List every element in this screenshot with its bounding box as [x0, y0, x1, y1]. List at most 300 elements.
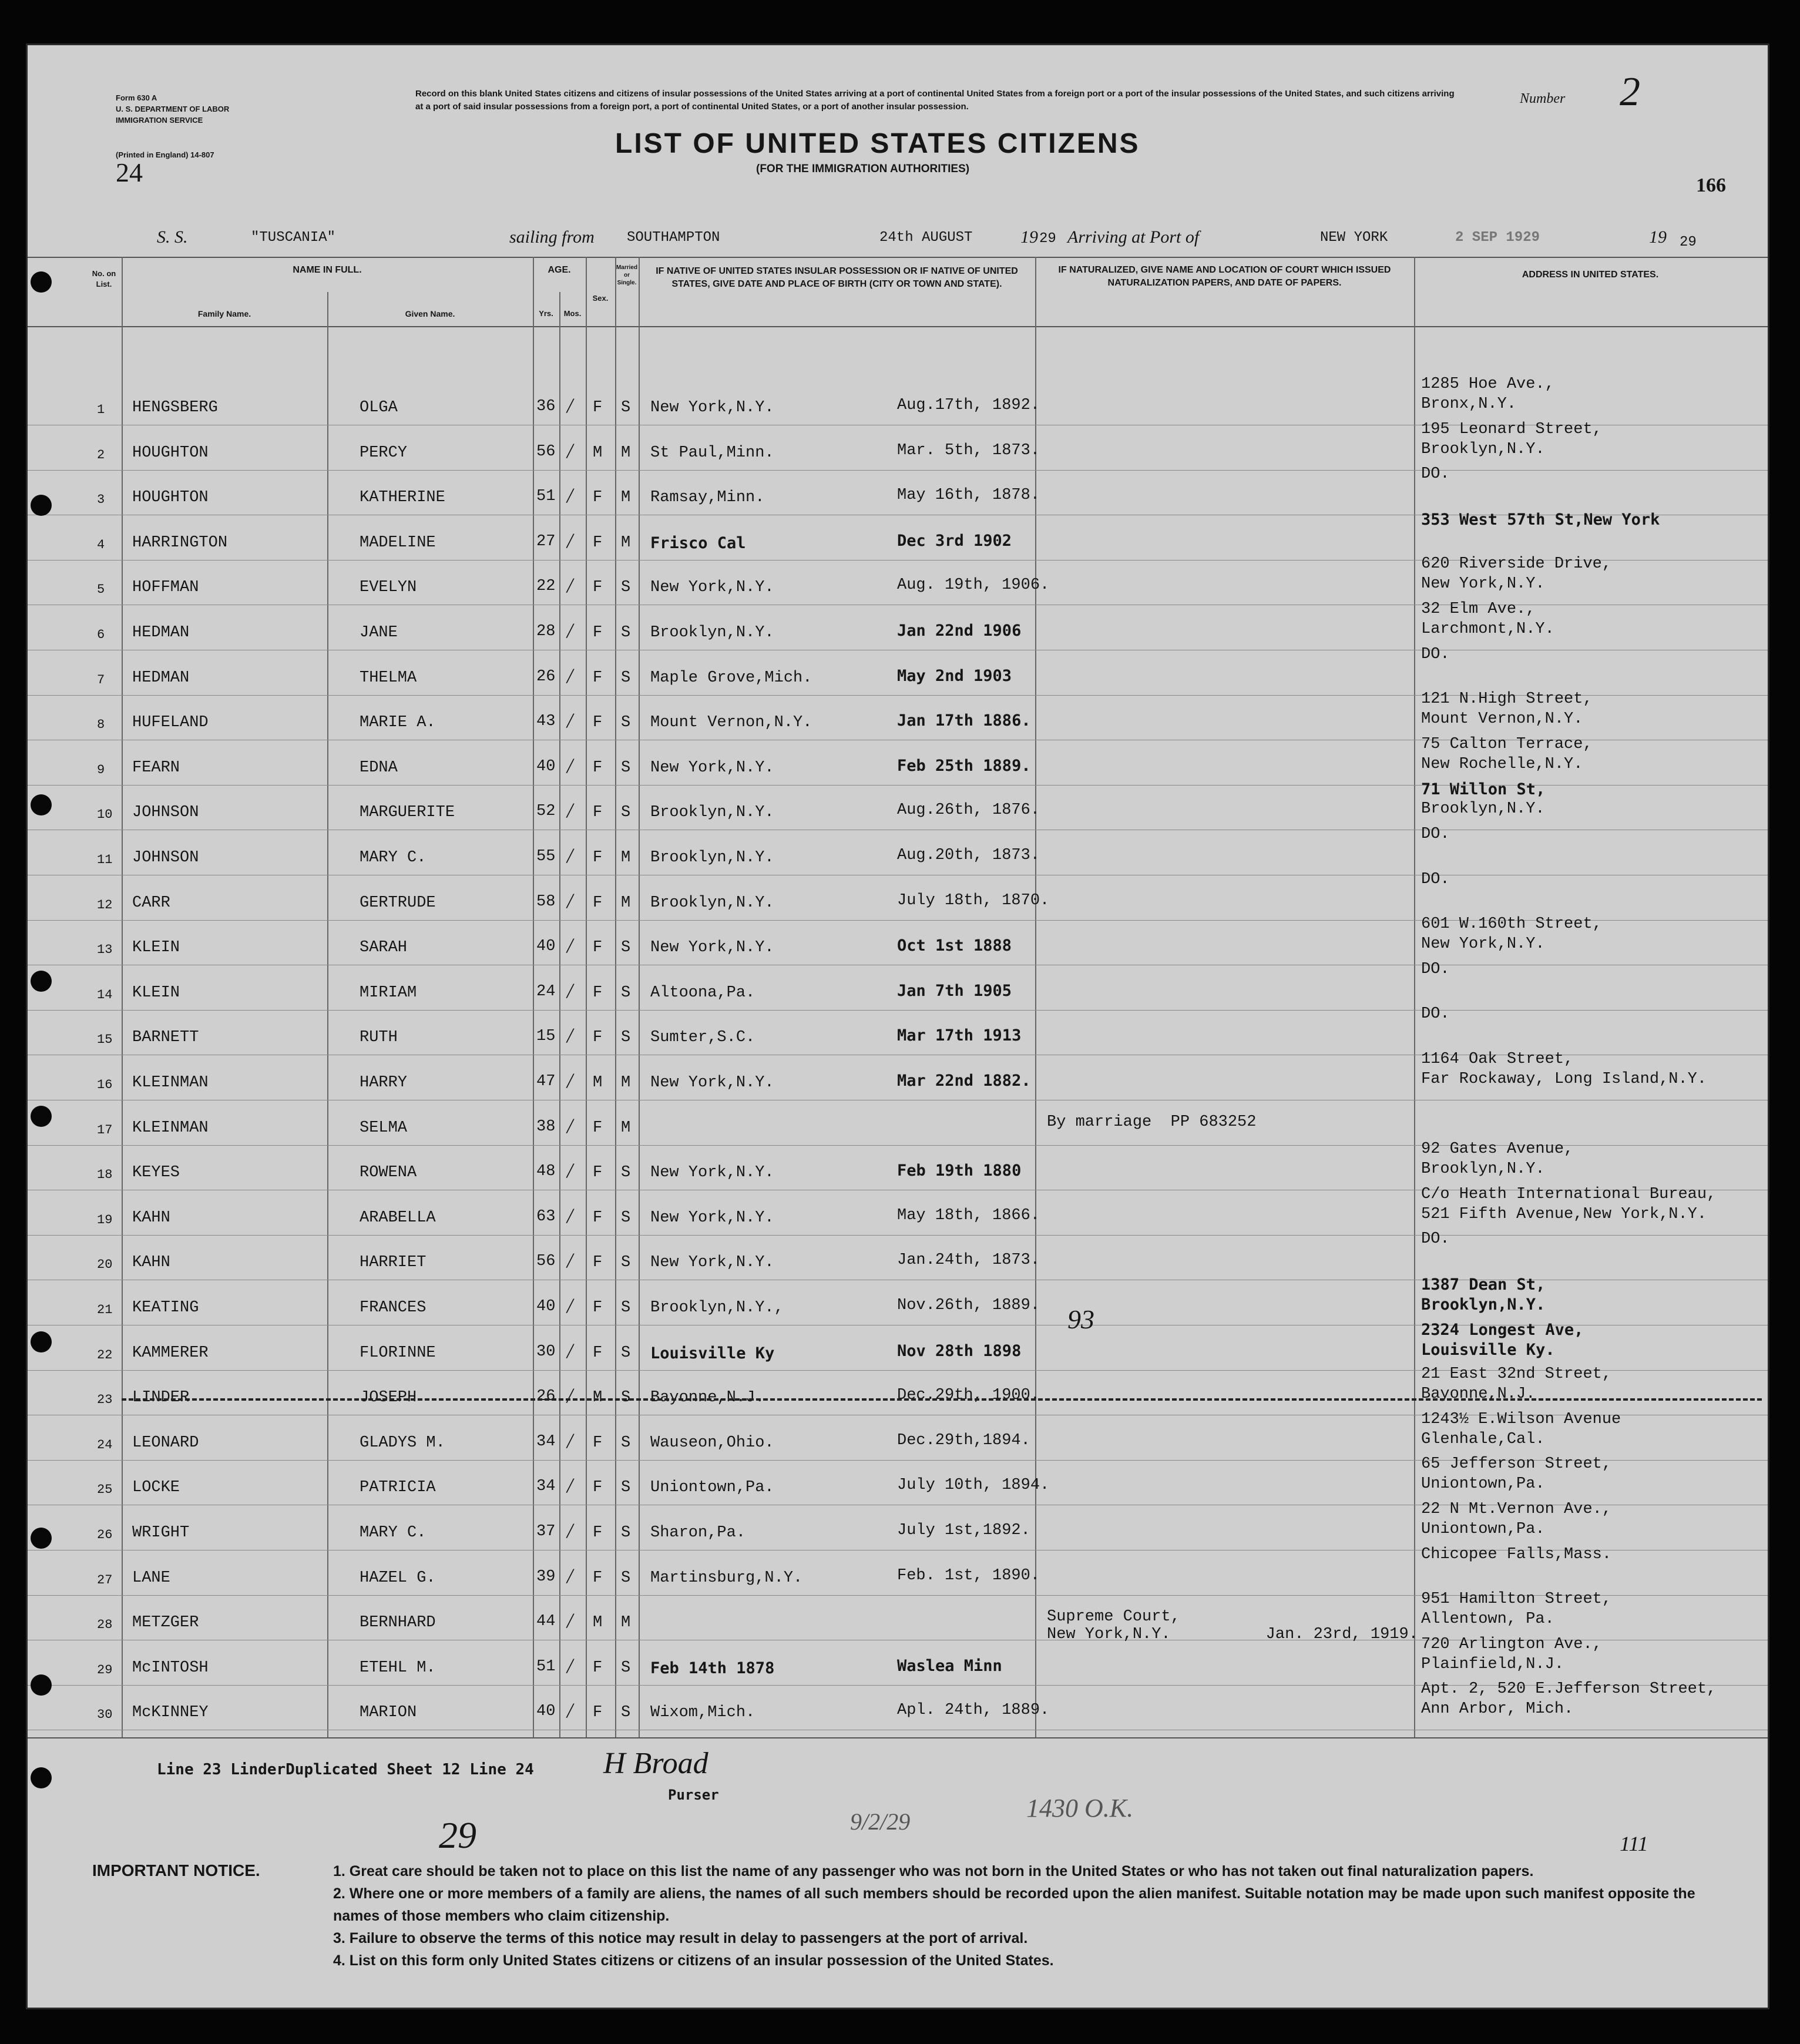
- sex: F: [593, 758, 603, 777]
- handwritten-111: 111: [1620, 1832, 1648, 1855]
- naturalization: 93: [1067, 1304, 1094, 1334]
- row-number: 21: [97, 1303, 113, 1317]
- given-name: PATRICIA: [360, 1479, 436, 1497]
- birth-date: July 18th, 1870.: [897, 891, 1050, 909]
- age-years: 44: [536, 1613, 556, 1631]
- sex: F: [593, 1209, 603, 1227]
- family-name: JOHNSON: [132, 849, 199, 867]
- header-top-rule: [28, 257, 1768, 258]
- address-line-1: 1285 Hoe Ave.,: [1421, 375, 1554, 393]
- age-years: 36: [536, 398, 556, 415]
- address-line-2: 521 Fifth Avenue,New York,N.Y.: [1421, 1205, 1707, 1223]
- address-line-2: Ann Arbor, Mich.: [1421, 1700, 1574, 1719]
- birth-date: Aug. 19th, 1906.: [897, 576, 1050, 595]
- age-years: 40: [536, 938, 556, 956]
- sex: F: [593, 1164, 603, 1182]
- age-years: 55: [536, 848, 556, 865]
- sex: F: [593, 714, 603, 732]
- address-line-1: 32 Elm Ave.,: [1421, 600, 1536, 618]
- address-line-1: DO.: [1421, 960, 1450, 978]
- given-name: GERTRUDE: [360, 894, 436, 912]
- family-name: WRIGHT: [132, 1524, 190, 1542]
- address-line-2: Brooklyn,N.Y.: [1421, 440, 1545, 458]
- row-number: 6: [97, 627, 105, 642]
- given-name: JOSEPH: [360, 1389, 417, 1407]
- row-number: 18: [97, 1167, 113, 1183]
- marital-status: S: [621, 1164, 631, 1182]
- family-name: KAHN: [132, 1209, 170, 1227]
- birth-date: Jan 17th 1886.: [897, 711, 1031, 730]
- family-name: KLEINMAN: [132, 1074, 209, 1092]
- form-id-line: IMMIGRATION SERVICE: [116, 116, 203, 125]
- given-name: KATHERINE: [360, 489, 445, 507]
- form-id-line: U. S. DEPARTMENT OF LABOR: [116, 105, 230, 113]
- age-years: 39: [536, 1568, 556, 1586]
- notice-item: 2. Where one or more members of a family are aliens, the names of all such members should be recorded upon the alien manifest. Suitable notation may be made upon such manifest opposite the names of those members who claim citizenship.: [333, 1885, 1695, 1924]
- header-address: ADDRESS IN UNITED STATES.: [1522, 270, 1659, 280]
- sex: F: [593, 1119, 603, 1137]
- address-line-1: 601 W.160th Street,: [1421, 915, 1602, 934]
- marital-status: S: [621, 758, 631, 777]
- check-mark: /: [567, 1338, 573, 1362]
- birth-place: Martinsburg,N.Y.: [650, 1569, 803, 1587]
- birth-place: New York,N.Y.: [650, 758, 774, 777]
- address-line-1: 951 Hamilton Street,: [1421, 1590, 1612, 1609]
- punch-hole: [31, 271, 52, 293]
- row-number: 10: [97, 807, 113, 823]
- address-line-1: 1243½ E.Wilson Avenue: [1421, 1410, 1621, 1428]
- ship-name: "TUSCANIA": [251, 230, 336, 246]
- age-years: 48: [536, 1163, 556, 1181]
- page-title: LIST OF UNITED STATES CITIZENS: [615, 128, 1140, 159]
- family-name: HOUGHTON: [132, 489, 209, 507]
- duplicate-note: Line 23 LinderDuplicated Sheet 12 Line 24: [157, 1761, 534, 1778]
- handwritten-code: 1430 O.K.: [1026, 1794, 1134, 1823]
- marital-status: S: [621, 1659, 631, 1677]
- page-subtitle: (FOR THE IMMIGRATION AUTHORITIES): [756, 163, 970, 175]
- row-number: 23: [97, 1392, 113, 1408]
- sex: M: [593, 444, 603, 462]
- sex: M: [593, 1074, 603, 1092]
- punch-hole: [31, 1331, 52, 1352]
- strikethrough-line-23: [122, 1398, 1762, 1401]
- address-line-1: 620 Riverside Drive,: [1421, 555, 1612, 573]
- marital-status: M: [621, 1074, 631, 1092]
- sex: F: [593, 1434, 603, 1452]
- punch-hole: [31, 495, 52, 516]
- given-name: ETEHL M.: [360, 1659, 436, 1677]
- marital-status: S: [621, 939, 631, 957]
- birth-date: July 10th, 1894.: [897, 1476, 1050, 1495]
- check-mark: /: [567, 1699, 573, 1723]
- marital-status: S: [621, 714, 631, 732]
- given-name: EDNA: [360, 758, 398, 777]
- header-mos: Mos.: [563, 309, 582, 318]
- row-number: 15: [97, 1032, 113, 1048]
- birth-place: Ramsay,Minn.: [650, 489, 765, 507]
- address-line-2: Brooklyn,N.Y.: [1421, 1160, 1545, 1179]
- row-number: 27: [97, 1572, 113, 1587]
- birth-place: Uniontown,Pa.: [650, 1479, 774, 1497]
- birth-place: Sumter,S.C.: [650, 1029, 755, 1047]
- row-number: 3: [97, 492, 105, 508]
- marital-status: S: [621, 624, 631, 642]
- family-name: KAMMERER: [132, 1344, 209, 1362]
- birth-place: Wauseon,Ohio.: [650, 1434, 774, 1452]
- notice-item: 4. List on this form only United States citizens or citizens of an insular possession of the United States.: [333, 1952, 1054, 1969]
- row-number: 5: [97, 582, 105, 598]
- check-mark: /: [567, 1203, 573, 1227]
- check-mark: /: [567, 619, 573, 642]
- page-number: 166: [1696, 174, 1726, 196]
- handwritten-29: 29: [439, 1814, 476, 1856]
- given-name: MARIE A.: [360, 714, 436, 732]
- sex: F: [593, 579, 603, 597]
- birth-place: Wixom,Mich.: [650, 1704, 755, 1722]
- family-name: LINDER: [132, 1389, 190, 1407]
- given-name: PERCY: [360, 444, 408, 462]
- marital-status: M: [621, 1119, 631, 1137]
- check-mark: /: [567, 888, 573, 912]
- check-mark: /: [567, 1384, 573, 1408]
- birth-date: Jan.24th, 1873.: [897, 1251, 1040, 1270]
- row-number: 2: [97, 447, 105, 462]
- sailing-from-label: sailing from: [509, 227, 595, 247]
- family-name: HOFFMAN: [132, 579, 199, 597]
- given-name: ROWENA: [360, 1164, 417, 1182]
- arrival-year-prefix: 19: [1649, 227, 1667, 247]
- check-mark: /: [567, 844, 573, 867]
- address-line-2: Brooklyn,N.Y.: [1421, 1295, 1546, 1314]
- manifest-sheet: [26, 43, 1769, 2009]
- check-mark: /: [567, 709, 573, 733]
- address-line-2: Uniontown,Pa.: [1421, 1521, 1545, 1538]
- age-years: 43: [536, 713, 556, 731]
- sex: F: [593, 804, 603, 822]
- birth-date: Mar 17th 1913: [897, 1026, 1022, 1045]
- ss-label: S. S.: [157, 227, 188, 247]
- family-name: CARR: [132, 894, 170, 912]
- check-mark: /: [567, 1563, 573, 1587]
- birth-date: Dec.29th,1894.: [897, 1431, 1030, 1449]
- naturalization: Supreme Court, New York,N.Y. Jan. 23rd, 1919.: [1047, 1608, 1418, 1644]
- age-years: 52: [536, 803, 556, 821]
- record-instruction: Record on this blank United States citizens and citizens of insular possessions of the United States arriving at a port of continental United States from a foreign port or a port of the insular possessions of the United States, and such citizens arriving at a port of said insular possessions from a foreign port, a port of continental United States, or a port of another insular possession.: [415, 89, 1455, 112]
- address-line-1: 1164 Oak Street,: [1421, 1050, 1574, 1068]
- age-years: 51: [536, 1657, 556, 1676]
- marital-status: S: [621, 804, 631, 822]
- family-name: LOCKE: [132, 1479, 180, 1497]
- address-line-1: 353 West 57th St,New York: [1421, 510, 1660, 529]
- header-name-in-full: NAME IN FULL.: [293, 265, 362, 275]
- row-number: 25: [97, 1482, 113, 1498]
- birth-place: New York,N.Y.: [650, 579, 774, 597]
- birth-date: Apl. 24th, 1889.: [897, 1701, 1050, 1720]
- address-line-1: 720 Arlington Ave.,: [1421, 1635, 1602, 1653]
- family-name: HUFELAND: [132, 714, 209, 732]
- age-years: 26: [536, 667, 556, 686]
- address-line-2: Brooklyn,N.Y.: [1421, 800, 1545, 818]
- address-line-1: DO.: [1421, 1005, 1450, 1023]
- birth-place: Sharon,Pa.: [650, 1524, 746, 1542]
- birth-date: May 16th, 1878.: [897, 486, 1040, 505]
- row-number: 26: [97, 1528, 113, 1542]
- check-mark: /: [567, 1113, 573, 1137]
- family-name: JOHNSON: [132, 804, 199, 822]
- marital-status: S: [621, 1029, 631, 1047]
- punch-hole: [31, 794, 52, 815]
- sex: F: [593, 1299, 603, 1317]
- sex: M: [593, 1389, 603, 1407]
- row-number: 24: [97, 1437, 113, 1452]
- birth-date: Dec 3rd 1902: [897, 531, 1012, 550]
- sailing-from-port: SOUTHAMPTON: [627, 230, 720, 246]
- age-years: 58: [536, 892, 556, 911]
- header-age: AGE.: [548, 265, 571, 275]
- birth-place: Altoona,Pa.: [650, 984, 755, 1002]
- given-name: RUTH: [360, 1029, 398, 1047]
- table-bottom-rule: [28, 1737, 1768, 1738]
- given-name: ARABELLA: [360, 1209, 436, 1227]
- family-name: KEATING: [132, 1299, 199, 1317]
- address-line-2: Glenhale,Cal.: [1421, 1430, 1545, 1448]
- family-name: HOUGHTON: [132, 444, 209, 462]
- given-name: MIRIAM: [360, 984, 417, 1002]
- age-years: 40: [536, 757, 556, 776]
- age-years: 34: [536, 1478, 556, 1496]
- check-mark: /: [567, 1609, 573, 1633]
- row-number: 12: [97, 897, 113, 912]
- header-yrs: Yrs.: [539, 309, 553, 318]
- address-line-1: C/o Heath International Bureau,: [1421, 1185, 1717, 1203]
- family-name: LEONARD: [132, 1434, 199, 1452]
- birth-place: New York,N.Y.: [650, 1074, 774, 1092]
- birth-place: Louisville Ky: [650, 1344, 775, 1362]
- address-line-1: DO.: [1421, 825, 1450, 843]
- given-name: BERNHARD: [360, 1614, 436, 1632]
- row-number: 1: [97, 402, 105, 417]
- form-id-line: Form 630 A: [116, 93, 157, 102]
- naturalization: By marriage PP 683252: [1047, 1113, 1257, 1131]
- number-label: Number: [1520, 91, 1566, 106]
- check-mark: /: [567, 573, 573, 598]
- marital-status: S: [621, 579, 631, 597]
- given-name: MARY C.: [360, 849, 427, 867]
- given-name: EVELYN: [360, 579, 417, 597]
- marital-status: S: [621, 1569, 631, 1587]
- address-line-1: 65 Jefferson Street,: [1421, 1455, 1612, 1474]
- birth-place: Frisco Cal: [650, 533, 746, 552]
- given-name: MARGUERITE: [360, 804, 455, 822]
- address-line-1: 1387 Dean St,: [1421, 1276, 1546, 1294]
- marital-status: S: [621, 1209, 631, 1227]
- marital-status: M: [621, 849, 631, 867]
- family-name: FEARN: [132, 758, 180, 777]
- check-mark: /: [567, 663, 573, 687]
- family-name: HENGSBERG: [132, 399, 218, 417]
- row-number: 28: [97, 1617, 113, 1633]
- birth-date: Mar. 5th, 1873.: [897, 441, 1040, 459]
- address-line-1: 121 N.High Street,: [1421, 690, 1593, 709]
- age-years: 40: [536, 1703, 556, 1721]
- header-no: No. on List.: [92, 269, 116, 288]
- address-line-2: Bronx,N.Y.: [1421, 395, 1517, 413]
- sex: F: [593, 894, 603, 912]
- family-name: KLEIN: [132, 939, 180, 957]
- check-mark: /: [567, 1294, 573, 1317]
- address-line-2: Louisville Ky.: [1421, 1340, 1555, 1359]
- punch-hole: [31, 971, 52, 992]
- family-name: KEYES: [132, 1164, 180, 1182]
- handwritten-scribble: 24: [116, 157, 143, 187]
- check-mark: /: [567, 484, 573, 508]
- sex: M: [593, 1614, 603, 1632]
- check-mark: /: [567, 438, 573, 462]
- sex: F: [593, 984, 603, 1002]
- marital-status: S: [621, 984, 631, 1002]
- birth-date: Feb 19th 1880: [897, 1162, 1022, 1180]
- check-mark: /: [567, 1474, 573, 1498]
- family-name: LANE: [132, 1569, 170, 1587]
- family-name: HARRINGTON: [132, 533, 228, 552]
- birth-date: Oct 1st 1888: [897, 937, 1012, 955]
- arrival-year: 29: [1680, 234, 1697, 250]
- marital-status: M: [621, 1614, 631, 1632]
- age-years: 34: [536, 1432, 556, 1451]
- age-years: 37: [536, 1523, 556, 1540]
- given-name: OLGA: [360, 399, 398, 417]
- header-family-name: Family Name.: [197, 309, 251, 318]
- family-name: McKINNEY: [132, 1704, 209, 1722]
- arriving-label: Arriving at Port of: [1067, 227, 1200, 247]
- row-number: 17: [97, 1122, 113, 1137]
- given-name: SARAH: [360, 939, 408, 957]
- birth-date: Feb. 1st, 1890.: [897, 1566, 1040, 1585]
- address-line-1: 2324 Longest Ave,: [1421, 1320, 1584, 1339]
- sex: F: [593, 1029, 603, 1047]
- punch-hole: [31, 1528, 52, 1549]
- age-years: 24: [536, 982, 556, 1001]
- birth-place: Brooklyn,N.Y.: [650, 624, 774, 642]
- address-line-1: Chicopee Falls,Mass.: [1421, 1545, 1612, 1563]
- birth-date: Mar 22nd 1882.: [897, 1072, 1031, 1090]
- header-birth: IF NATIVE OF UNITED STATES INSULAR POSSESSION OR IF NATIVE OF UNITED STATES, GIVE DATE AND PLACE OF BIRTH (CITY OR TOWN AND STATE).: [656, 266, 1018, 289]
- sex: F: [593, 1569, 603, 1587]
- row-number: 16: [97, 1078, 113, 1092]
- important-notice: [92, 1860, 1743, 1972]
- address-line-2: New Rochelle,N.Y.: [1421, 755, 1583, 773]
- age-years: 56: [536, 1253, 556, 1271]
- address-line-1: DO.: [1421, 1230, 1450, 1248]
- marital-status: S: [621, 1479, 631, 1497]
- check-mark: /: [567, 1159, 573, 1183]
- given-name: FRANCES: [360, 1299, 427, 1317]
- number-value: 2: [1620, 69, 1640, 115]
- family-name: KLEINMAN: [132, 1119, 209, 1137]
- given-name: GLADYS M.: [360, 1434, 445, 1452]
- sex: F: [593, 399, 603, 417]
- given-name: MARION: [360, 1704, 417, 1722]
- birth-place: Brooklyn,N.Y.,: [650, 1299, 784, 1317]
- sex: F: [593, 533, 603, 552]
- sex: F: [593, 1659, 603, 1677]
- birth-date: Waslea Minn: [897, 1656, 1002, 1675]
- given-name: THELMA: [360, 669, 417, 687]
- birth-date: Aug.26th, 1876.: [897, 801, 1040, 820]
- marital-status: S: [621, 669, 631, 687]
- marital-status: M: [621, 444, 631, 462]
- age-years: 63: [536, 1207, 556, 1226]
- given-name: HARRY: [360, 1074, 408, 1092]
- check-mark: /: [567, 1023, 573, 1048]
- address-line-1: 195 Leonard Street,: [1421, 420, 1602, 438]
- age-years: 51: [536, 488, 556, 506]
- birth-place: Brooklyn,N.Y.: [650, 804, 774, 822]
- family-name: KLEIN: [132, 984, 180, 1002]
- birth-place: St Paul,Minn.: [650, 444, 774, 462]
- birth-place: New York,N.Y.: [650, 399, 774, 417]
- check-mark: /: [567, 1069, 573, 1092]
- birth-date: May 18th, 1866.: [897, 1206, 1040, 1224]
- marital-status: S: [621, 1524, 631, 1542]
- row-number: 14: [97, 987, 113, 1002]
- birth-date: Nov.26th, 1889.: [897, 1297, 1040, 1314]
- family-name: KAHN: [132, 1254, 170, 1272]
- family-name: HEDMAN: [132, 669, 190, 687]
- birth-place: Maple Grove,Mich.: [650, 669, 812, 687]
- marital-status: M: [621, 894, 631, 912]
- family-name: McINTOSH: [132, 1659, 209, 1677]
- arrival-port: NEW YORK: [1320, 230, 1388, 246]
- sex: F: [593, 624, 603, 642]
- family-name: HEDMAN: [132, 624, 190, 642]
- birth-place: Brooklyn,N.Y.: [650, 894, 774, 912]
- birth-date: Jan 7th 1905: [897, 981, 1012, 1000]
- check-mark: /: [567, 934, 573, 958]
- age-years: 30: [536, 1342, 556, 1361]
- birth-place: Mount Vernon,N.Y.: [650, 714, 812, 732]
- age-years: 27: [536, 532, 556, 551]
- check-mark: /: [567, 1248, 573, 1273]
- family-name: METZGER: [132, 1614, 199, 1632]
- birth-date: Aug.20th, 1873.: [897, 847, 1040, 864]
- marital-status: S: [621, 1389, 631, 1407]
- address-line-1: 22 N Mt.Vernon Ave.,: [1421, 1501, 1612, 1518]
- given-name: MADELINE: [360, 533, 436, 552]
- birth-place: Bayonne,N.J.: [650, 1389, 765, 1407]
- form-id-line: (Printed in England) 14-807: [116, 150, 214, 159]
- birth-date: Dec.29th, 1900.: [897, 1387, 1040, 1405]
- row-number: 9: [97, 762, 105, 777]
- row-number: 22: [97, 1347, 113, 1362]
- arrival-stamp: 2 SEP 1929: [1455, 230, 1540, 246]
- address-line-2: Far Rockaway, Long Island,N.Y.: [1421, 1070, 1707, 1088]
- marital-status: S: [621, 1344, 631, 1362]
- check-mark: /: [567, 1519, 573, 1542]
- sail-date: 24th AUGUST: [879, 230, 973, 246]
- address-line-2: Plainfield,N.J.: [1421, 1655, 1564, 1673]
- address-line-1: DO.: [1421, 870, 1450, 888]
- age-years: 40: [536, 1298, 556, 1315]
- sex: F: [593, 1344, 603, 1362]
- punch-hole: [31, 1674, 52, 1696]
- given-name: JANE: [360, 624, 398, 642]
- punch-hole: [31, 1767, 52, 1788]
- check-mark: /: [567, 978, 573, 1002]
- purser-label: Purser: [668, 1787, 719, 1803]
- birth-place: Brooklyn,N.Y.: [650, 849, 774, 867]
- purser-signature: H Broad: [603, 1747, 708, 1780]
